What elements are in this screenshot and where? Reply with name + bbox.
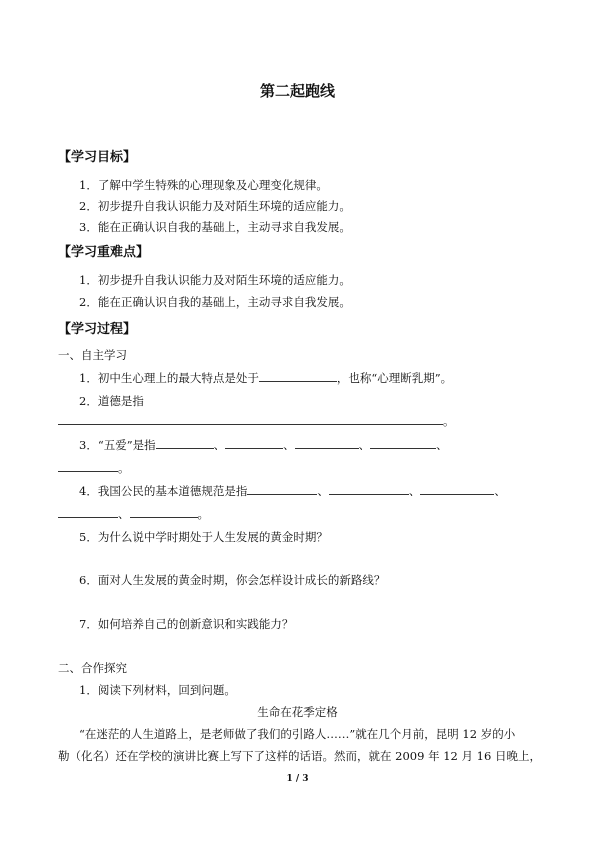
question-3-text: 3．“五爱”是指	[79, 438, 156, 452]
separator: 、	[317, 484, 329, 498]
answer-blank[interactable]	[329, 483, 409, 495]
separator: 、	[213, 438, 226, 452]
answer-blank[interactable]	[259, 370, 337, 382]
period-mark: 。	[197, 507, 209, 521]
question-4-continued	[58, 506, 209, 522]
part1-title: 一、自主学习	[58, 348, 127, 362]
goal-item-2: 2．初步提升自我认识能力及对陌生环境的适应能力。	[79, 199, 351, 213]
material-paragraph-line-2: 勒（化名）还在学校的演讲比赛上写下了这样的话语。然而，就在 2009 年 12 月 16 日晚上，	[58, 749, 541, 763]
question-2: 2．道德是指	[79, 394, 144, 408]
part2-title: 二、合作探究	[58, 661, 127, 675]
question-7: 7．如何培养自己的创新意识和实践能力？	[79, 617, 294, 631]
question-3	[79, 437, 448, 453]
question-5: 5．为什么说中学时期处于人生发展的黄金时期？	[79, 530, 328, 544]
separator: 、	[408, 484, 421, 498]
period-mark: 。	[443, 414, 455, 428]
question-3-continued	[58, 460, 130, 476]
page-title: 第二起跑线	[259, 82, 335, 100]
answer-blank[interactable]	[225, 437, 283, 449]
separator: 、	[118, 507, 130, 521]
answer-blank[interactable]	[58, 413, 443, 425]
material-paragraph-line-1: “在迷茫的人生道路上，是老师做了我们的引路人……”就在几个月前，昆明 12 岁的小	[79, 727, 516, 741]
answer-blank[interactable]	[420, 483, 494, 495]
material-title: 生命在花季定格	[257, 705, 338, 719]
separator: 、	[436, 438, 448, 452]
answer-blank[interactable]	[156, 437, 214, 449]
answer-blank[interactable]	[58, 460, 118, 472]
key-point-item-2: 2．能在正确认识自我的基础上，主动寻求自我发展。	[79, 295, 351, 309]
question-1-text-before: 1．初中生心理上的最大特点是处于	[79, 371, 259, 385]
answer-blank[interactable]	[130, 506, 198, 518]
question-4-text: 4．我国公民的基本道德规范是指	[79, 484, 248, 498]
page-number: 1 / 3	[286, 774, 309, 784]
key-points-heading: 【学习重难点】	[58, 245, 150, 260]
question-2-answer-line	[58, 413, 455, 429]
answer-blank[interactable]	[370, 437, 436, 449]
part2-question-1: 1．阅读下列材料，回到问题。	[79, 683, 236, 697]
goal-item-3: 3．能在正确认识自我的基础上，主动寻求自我发展。	[79, 220, 351, 234]
key-point-item-1: 1．初步提升自我认识能力及对陌生环境的适应能力。	[79, 273, 351, 287]
goals-heading: 【学习目标】	[58, 150, 137, 165]
answer-blank[interactable]	[58, 506, 118, 518]
period-mark: 。	[118, 461, 130, 475]
separator: 、	[358, 438, 371, 452]
answer-blank[interactable]	[295, 437, 359, 449]
question-6: 6．面对人生发展的黄金时期，你会怎样设计成长的新路线？	[79, 573, 386, 587]
separator: 、	[283, 438, 295, 452]
question-1-text-after: ，也称“心理断乳期”。	[336, 371, 453, 385]
separator: 、	[494, 484, 506, 498]
question-1	[79, 370, 452, 386]
answer-blank[interactable]	[247, 483, 317, 495]
question-4	[79, 483, 506, 499]
goal-item-1: 1．了解中学生特殊的心理现象及心理变化规律。	[79, 178, 328, 192]
process-heading: 【学习过程】	[58, 322, 137, 337]
